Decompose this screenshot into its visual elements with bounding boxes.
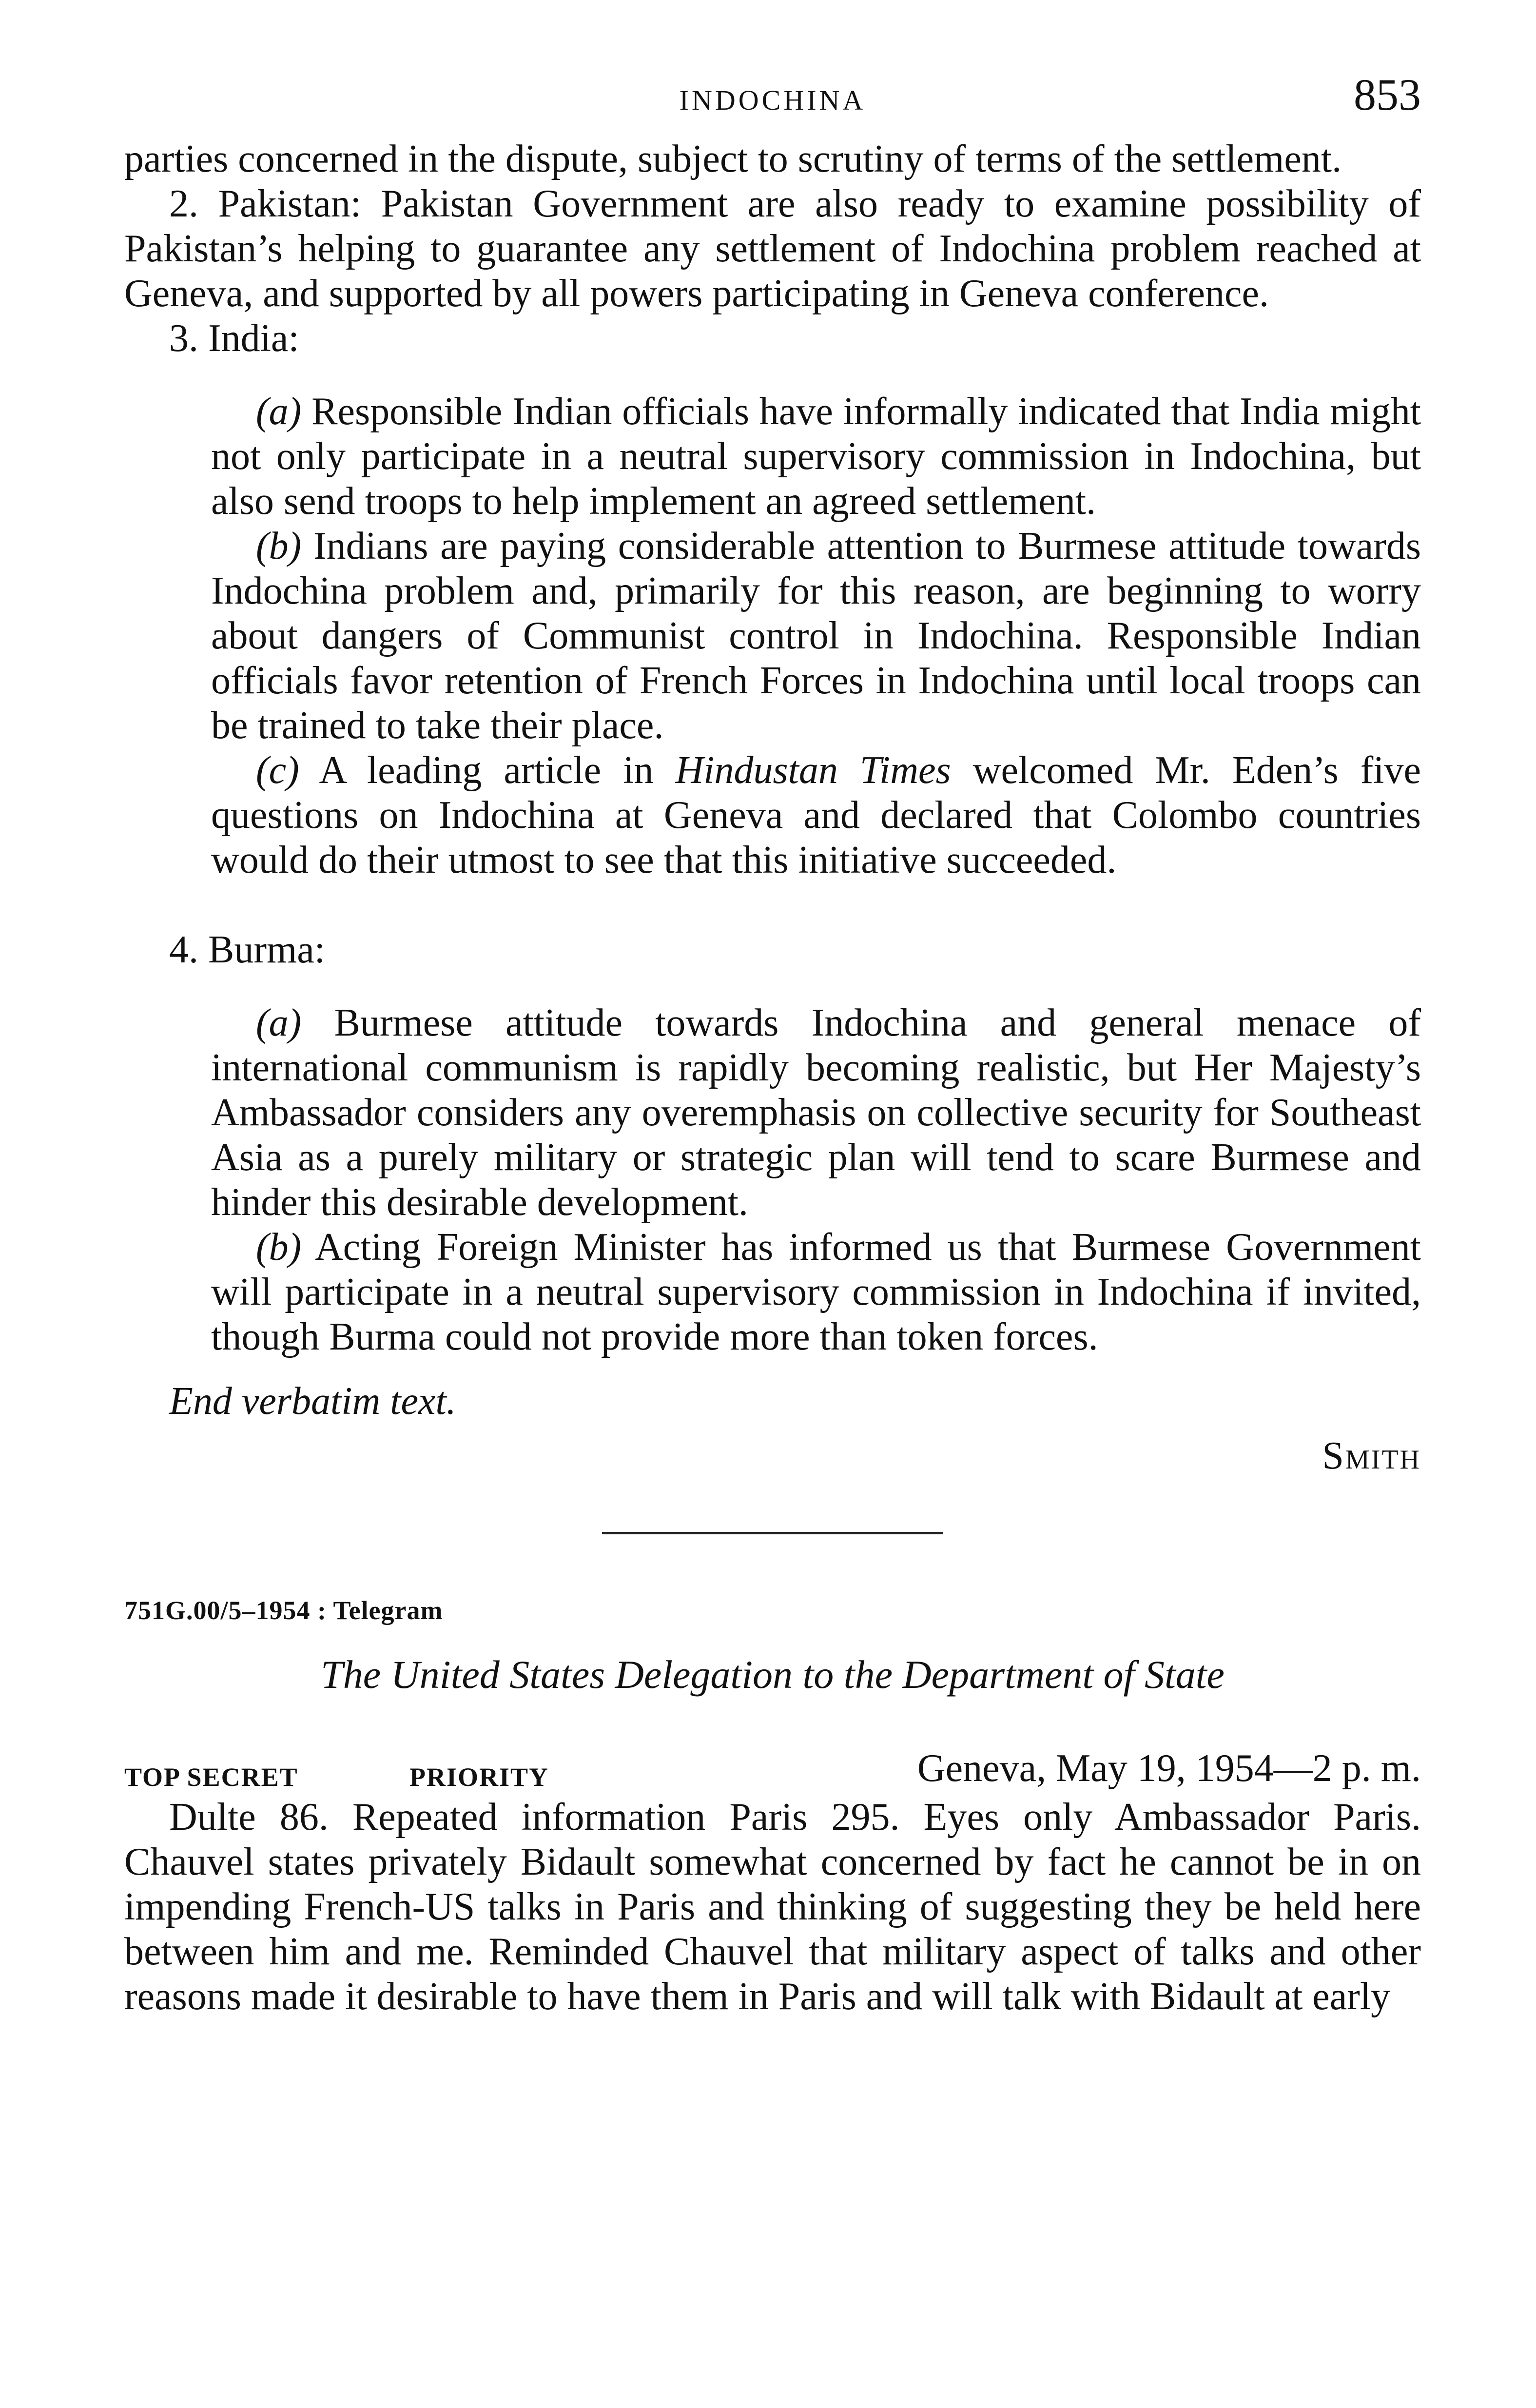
burma-b-text: Acting Foreign Minister has informed us that Burmese Government will participate in a neutral supervisory commission in Indochina if invited, though Burma could not provide more than token forces. [211, 1226, 1421, 1358]
india-item-c [211, 748, 1421, 882]
section-divider [602, 1532, 943, 1534]
burma-a-label: (a) [256, 1001, 302, 1044]
telegram-title: The United States Delegation to the Department of State [321, 1652, 1225, 1697]
india-c-text-before: A leading article in [319, 749, 654, 792]
india-item-a [211, 389, 1421, 524]
india-b-label: (b) [256, 525, 302, 568]
burma-b-label: (b) [256, 1226, 302, 1269]
continuation-paragraph: parties concerned in the dispute, subject to scrutiny of terms of the settlement. [124, 137, 1342, 180]
signer: Smith [1322, 1434, 1421, 1477]
india-c-text-after: welcomed Mr. Eden’s five questions on Indochina at Geneva and declared that Colombo countries would do their utmost to see that this initiative succeeded. [211, 749, 1421, 881]
classification: TOP SECRET [124, 1762, 298, 1792]
burma-heading: 4. Burma: [169, 928, 325, 971]
burma-a-text: Burmese attitude towards Indochina and general menace of international communism is rapidly becoming realistic, but Her Majesty’s Ambassador considers any overemphasis on collective security for Southeast Asia as a purely military or strategic plan will tend to scare Burmese and hinder this desirable development. [211, 1001, 1421, 1224]
file-reference: 751G.00/5–1954 : Telegram [124, 1596, 443, 1625]
india-heading: 3. India: [169, 317, 299, 360]
telegram-body: Dulte 86. Repeated information Paris 295. Eyes only Ambassador Paris. Chauvel states privately Bidault somewhat concerned by fact he cannot be in on impending French-US talks in Paris and thinking of suggesting they be held here between him and me. Reminded Chauvel that military aspect of talks and other reasons made it desirable to have them in Paris and will talk with Bidault at early [124, 1796, 1421, 2018]
priority: PRIORITY [409, 1762, 549, 1792]
document-page [124, 70, 1421, 2374]
end-verbatim-text: End verbatim text. [169, 1380, 456, 1423]
page-header [124, 70, 1421, 137]
india-a-label: (a) [256, 390, 302, 433]
india-a-text: Responsible Indian officials have informally indicated that India might not only participate in a neutral supervisory commission in Indochina, but also send troops to help implement an agreed settlement. [211, 390, 1421, 523]
india-c-label: (c) [256, 749, 299, 792]
running-title: INDOCHINA [679, 84, 866, 116]
telegram-meta-line [124, 1746, 1421, 1795]
india-c-publication: Hindustan Times [675, 749, 951, 792]
pakistan-paragraph: 2. Pakistan: Pakistan Government are also ready to examine possibility of Pakistan’s helping to guarantee any settlement of Indochina problem reached at Geneva, and supported by all powers participating in Geneva conference. [124, 182, 1421, 315]
india-b-text: Indians are paying considerable attention to Burmese attitude towards Indochina problem and, primarily for this reason, are beginning to worry about dangers of Communist control in Indochina. Responsible Indian officials favor retention of French Forces in Indochina until local troops can be trained to take their place. [211, 525, 1421, 747]
place-date: Geneva, May 19, 1954—2 p. m. [917, 1747, 1421, 1790]
burma-item-b [211, 1225, 1421, 1359]
india-item-b [211, 524, 1421, 748]
burma-item-a [211, 1000, 1421, 1225]
page-number: 853 [1354, 70, 1421, 119]
